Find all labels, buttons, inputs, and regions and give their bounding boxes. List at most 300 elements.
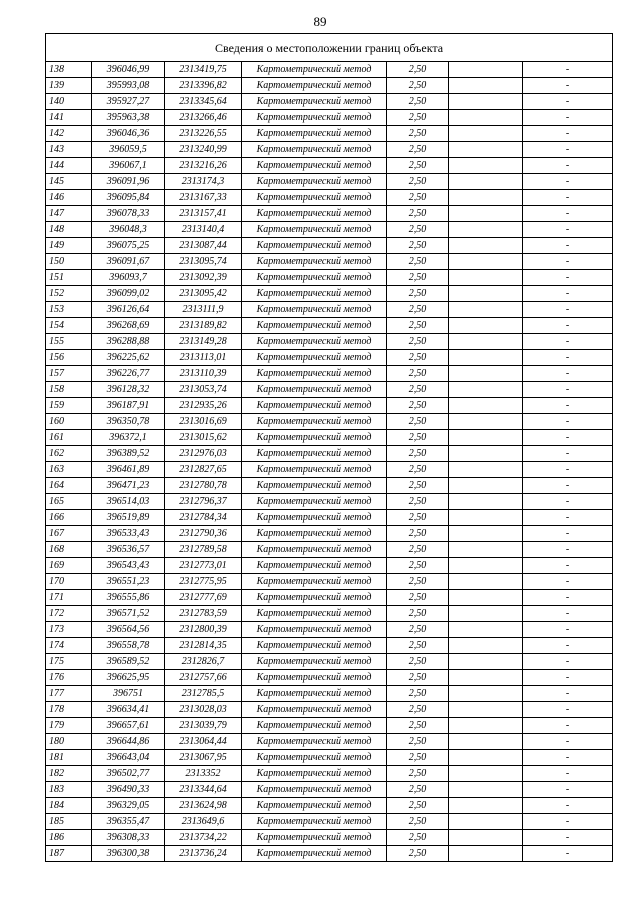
method-cell: Картометрический метод	[242, 222, 387, 238]
x-coordinate-cell: 396355,47	[92, 814, 165, 830]
point-number-cell: 141	[46, 110, 92, 126]
empty-cell	[449, 542, 523, 558]
method-cell: Картометрический метод	[242, 318, 387, 334]
table-row	[46, 510, 613, 526]
x-coordinate-cell: 396490,33	[92, 782, 165, 798]
note-cell: -	[523, 606, 613, 622]
point-number-cell: 167	[46, 526, 92, 542]
table-row	[46, 398, 613, 414]
empty-cell	[449, 302, 523, 318]
point-number-cell: 170	[46, 574, 92, 590]
empty-cell	[449, 318, 523, 334]
method-cell: Картометрический метод	[242, 590, 387, 606]
empty-cell	[449, 558, 523, 574]
x-coordinate-cell: 396226,77	[92, 366, 165, 382]
y-coordinate-cell: 2312935,26	[165, 398, 242, 414]
point-number-cell: 186	[46, 830, 92, 846]
empty-cell	[449, 846, 523, 862]
table-row	[46, 622, 613, 638]
table-row	[46, 766, 613, 782]
accuracy-cell: 2,50	[387, 478, 449, 494]
point-number-cell: 160	[46, 414, 92, 430]
y-coordinate-cell: 2313649,6	[165, 814, 242, 830]
point-number-cell: 143	[46, 142, 92, 158]
y-coordinate-cell: 2312789,58	[165, 542, 242, 558]
empty-cell	[449, 590, 523, 606]
note-cell: -	[523, 270, 613, 286]
accuracy-cell: 2,50	[387, 414, 449, 430]
method-cell: Картометрический метод	[242, 622, 387, 638]
x-coordinate-cell: 396059,5	[92, 142, 165, 158]
method-cell: Картометрический метод	[242, 510, 387, 526]
method-cell: Картометрический метод	[242, 62, 387, 78]
method-cell: Картометрический метод	[242, 126, 387, 142]
empty-cell	[449, 254, 523, 270]
empty-cell	[449, 638, 523, 654]
point-number-cell: 155	[46, 334, 92, 350]
x-coordinate-cell: 396644,86	[92, 734, 165, 750]
y-coordinate-cell: 2312784,34	[165, 510, 242, 526]
accuracy-cell: 2,50	[387, 206, 449, 222]
accuracy-cell: 2,50	[387, 78, 449, 94]
note-cell: -	[523, 542, 613, 558]
note-cell: -	[523, 254, 613, 270]
y-coordinate-cell: 2312826,7	[165, 654, 242, 670]
point-number-cell: 161	[46, 430, 92, 446]
point-number-cell: 172	[46, 606, 92, 622]
x-coordinate-cell: 396555,86	[92, 590, 165, 606]
accuracy-cell: 2,50	[387, 382, 449, 398]
accuracy-cell: 2,50	[387, 766, 449, 782]
x-coordinate-cell: 396625,95	[92, 670, 165, 686]
x-coordinate-cell: 396657,61	[92, 718, 165, 734]
y-coordinate-cell: 2313344,64	[165, 782, 242, 798]
note-cell: -	[523, 558, 613, 574]
table-row	[46, 734, 613, 750]
point-number-cell: 149	[46, 238, 92, 254]
y-coordinate-cell: 2313167,33	[165, 190, 242, 206]
empty-cell	[449, 830, 523, 846]
method-cell: Картометрический метод	[242, 702, 387, 718]
method-cell: Картометрический метод	[242, 430, 387, 446]
empty-cell	[449, 798, 523, 814]
table-row	[46, 702, 613, 718]
accuracy-cell: 2,50	[387, 670, 449, 686]
empty-cell	[449, 782, 523, 798]
x-coordinate-cell: 396046,36	[92, 126, 165, 142]
x-coordinate-cell: 396048,3	[92, 222, 165, 238]
table-row	[46, 558, 613, 574]
y-coordinate-cell: 2313140,4	[165, 222, 242, 238]
y-coordinate-cell: 2312783,59	[165, 606, 242, 622]
y-coordinate-cell: 2313111,9	[165, 302, 242, 318]
method-cell: Картометрический метод	[242, 462, 387, 478]
method-cell: Картометрический метод	[242, 94, 387, 110]
note-cell: -	[523, 366, 613, 382]
method-cell: Картометрический метод	[242, 718, 387, 734]
table-row	[46, 414, 613, 430]
empty-cell	[449, 190, 523, 206]
y-coordinate-cell: 2313015,62	[165, 430, 242, 446]
empty-cell	[449, 382, 523, 398]
x-coordinate-cell: 396634,41	[92, 702, 165, 718]
x-coordinate-cell: 396389,52	[92, 446, 165, 462]
point-number-cell: 150	[46, 254, 92, 270]
y-coordinate-cell: 2313092,39	[165, 270, 242, 286]
note-cell: -	[523, 654, 613, 670]
y-coordinate-cell: 2312775,95	[165, 574, 242, 590]
table-row	[46, 798, 613, 814]
method-cell: Картометрический метод	[242, 158, 387, 174]
empty-cell	[449, 670, 523, 686]
empty-cell	[449, 814, 523, 830]
x-coordinate-cell: 396543,43	[92, 558, 165, 574]
method-cell: Картометрический метод	[242, 174, 387, 190]
point-number-cell: 177	[46, 686, 92, 702]
point-number-cell: 162	[46, 446, 92, 462]
accuracy-cell: 2,50	[387, 430, 449, 446]
empty-cell	[449, 494, 523, 510]
note-cell: -	[523, 318, 613, 334]
accuracy-cell: 2,50	[387, 270, 449, 286]
method-cell: Картометрический метод	[242, 398, 387, 414]
note-cell: -	[523, 622, 613, 638]
table-row	[46, 334, 613, 350]
accuracy-cell: 2,50	[387, 190, 449, 206]
method-cell: Картометрический метод	[242, 190, 387, 206]
y-coordinate-cell: 2313174,3	[165, 174, 242, 190]
x-coordinate-cell: 396046,99	[92, 62, 165, 78]
note-cell: -	[523, 510, 613, 526]
accuracy-cell: 2,50	[387, 798, 449, 814]
method-cell: Картометрический метод	[242, 110, 387, 126]
empty-cell	[449, 286, 523, 302]
accuracy-cell: 2,50	[387, 814, 449, 830]
note-cell: -	[523, 574, 613, 590]
point-number-cell: 166	[46, 510, 92, 526]
x-coordinate-cell: 396067,1	[92, 158, 165, 174]
note-cell: -	[523, 670, 613, 686]
method-cell: Картометрический метод	[242, 142, 387, 158]
table-row	[46, 478, 613, 494]
table-row	[46, 110, 613, 126]
empty-cell	[449, 526, 523, 542]
method-cell: Картометрический метод	[242, 334, 387, 350]
y-coordinate-cell: 2313352	[165, 766, 242, 782]
note-cell: -	[523, 62, 613, 78]
x-coordinate-cell: 396095,84	[92, 190, 165, 206]
note-cell: -	[523, 846, 613, 862]
point-number-cell: 142	[46, 126, 92, 142]
table-row	[46, 350, 613, 366]
point-number-cell: 148	[46, 222, 92, 238]
point-number-cell: 151	[46, 270, 92, 286]
table-row	[46, 430, 613, 446]
note-cell: -	[523, 302, 613, 318]
table-row	[46, 286, 613, 302]
note-cell: -	[523, 462, 613, 478]
y-coordinate-cell: 2313039,79	[165, 718, 242, 734]
table-row	[46, 782, 613, 798]
x-coordinate-cell: 396589,52	[92, 654, 165, 670]
x-coordinate-cell: 396558,78	[92, 638, 165, 654]
empty-cell	[449, 222, 523, 238]
table-row	[46, 814, 613, 830]
point-number-cell: 187	[46, 846, 92, 862]
x-coordinate-cell: 395993,08	[92, 78, 165, 94]
accuracy-cell: 2,50	[387, 62, 449, 78]
accuracy-cell: 2,50	[387, 830, 449, 846]
y-coordinate-cell: 2313345,64	[165, 94, 242, 110]
method-cell: Картометрический метод	[242, 638, 387, 654]
note-cell: -	[523, 350, 613, 366]
x-coordinate-cell: 396551,23	[92, 574, 165, 590]
table-row	[46, 750, 613, 766]
note-cell: -	[523, 142, 613, 158]
method-cell: Картометрический метод	[242, 830, 387, 846]
note-cell: -	[523, 702, 613, 718]
y-coordinate-cell: 2313149,28	[165, 334, 242, 350]
table-row	[46, 670, 613, 686]
table-row	[46, 846, 613, 862]
empty-cell	[449, 462, 523, 478]
note-cell: -	[523, 430, 613, 446]
method-cell: Картометрический метод	[242, 654, 387, 670]
accuracy-cell: 2,50	[387, 606, 449, 622]
point-number-cell: 146	[46, 190, 92, 206]
y-coordinate-cell: 2313226,55	[165, 126, 242, 142]
y-coordinate-cell: 2312777,69	[165, 590, 242, 606]
y-coordinate-cell: 2313113,01	[165, 350, 242, 366]
point-number-cell: 153	[46, 302, 92, 318]
method-cell: Картометрический метод	[242, 558, 387, 574]
y-coordinate-cell: 2313419,75	[165, 62, 242, 78]
empty-cell	[449, 126, 523, 142]
empty-cell	[449, 766, 523, 782]
method-cell: Картометрический метод	[242, 782, 387, 798]
method-cell: Картометрический метод	[242, 686, 387, 702]
x-coordinate-cell: 396536,57	[92, 542, 165, 558]
empty-cell	[449, 62, 523, 78]
x-coordinate-cell: 396091,67	[92, 254, 165, 270]
y-coordinate-cell: 2312976,03	[165, 446, 242, 462]
y-coordinate-cell: 2313266,46	[165, 110, 242, 126]
accuracy-cell: 2,50	[387, 462, 449, 478]
accuracy-cell: 2,50	[387, 622, 449, 638]
x-coordinate-cell: 395963,38	[92, 110, 165, 126]
accuracy-cell: 2,50	[387, 574, 449, 590]
accuracy-cell: 2,50	[387, 318, 449, 334]
accuracy-cell: 2,50	[387, 686, 449, 702]
y-coordinate-cell: 2313216,26	[165, 158, 242, 174]
empty-cell	[449, 750, 523, 766]
note-cell: -	[523, 686, 613, 702]
x-coordinate-cell: 396643,04	[92, 750, 165, 766]
point-number-cell: 139	[46, 78, 92, 94]
empty-cell	[449, 366, 523, 382]
note-cell: -	[523, 494, 613, 510]
x-coordinate-cell: 396187,91	[92, 398, 165, 414]
accuracy-cell: 2,50	[387, 254, 449, 270]
page-number: 89	[313, 14, 327, 29]
empty-cell	[449, 94, 523, 110]
method-cell: Картометрический метод	[242, 846, 387, 862]
accuracy-cell: 2,50	[387, 638, 449, 654]
empty-cell	[449, 718, 523, 734]
empty-cell	[449, 350, 523, 366]
y-coordinate-cell: 2313189,82	[165, 318, 242, 334]
point-number-cell: 163	[46, 462, 92, 478]
note-cell: -	[523, 798, 613, 814]
point-number-cell: 183	[46, 782, 92, 798]
empty-cell	[449, 78, 523, 94]
accuracy-cell: 2,50	[387, 366, 449, 382]
table-row	[46, 94, 613, 110]
empty-cell	[449, 414, 523, 430]
accuracy-cell: 2,50	[387, 718, 449, 734]
method-cell: Картометрический метод	[242, 350, 387, 366]
table-row	[46, 590, 613, 606]
accuracy-cell: 2,50	[387, 94, 449, 110]
point-number-cell: 169	[46, 558, 92, 574]
y-coordinate-cell: 2313053,74	[165, 382, 242, 398]
table-row	[46, 654, 613, 670]
accuracy-cell: 2,50	[387, 590, 449, 606]
y-coordinate-cell: 2312814,35	[165, 638, 242, 654]
table-row	[46, 238, 613, 254]
method-cell: Картометрический метод	[242, 734, 387, 750]
x-coordinate-cell: 396075,25	[92, 238, 165, 254]
method-cell: Картометрический метод	[242, 526, 387, 542]
x-coordinate-cell: 396308,33	[92, 830, 165, 846]
note-cell: -	[523, 398, 613, 414]
y-coordinate-cell: 2312800,39	[165, 622, 242, 638]
table-row	[46, 526, 613, 542]
note-cell: -	[523, 78, 613, 94]
point-number-cell: 171	[46, 590, 92, 606]
note-cell: -	[523, 478, 613, 494]
y-coordinate-cell: 2313064,44	[165, 734, 242, 750]
x-coordinate-cell: 396078,33	[92, 206, 165, 222]
note-cell: -	[523, 174, 613, 190]
note-cell: -	[523, 382, 613, 398]
table-row	[46, 222, 613, 238]
x-coordinate-cell: 396126,64	[92, 302, 165, 318]
method-cell: Картометрический метод	[242, 606, 387, 622]
table-row	[46, 254, 613, 270]
method-cell: Картометрический метод	[242, 366, 387, 382]
note-cell: -	[523, 830, 613, 846]
table-row	[46, 830, 613, 846]
note-cell: -	[523, 238, 613, 254]
empty-cell	[449, 206, 523, 222]
note-cell: -	[523, 814, 613, 830]
x-coordinate-cell: 396288,88	[92, 334, 165, 350]
empty-cell	[449, 334, 523, 350]
point-number-cell: 156	[46, 350, 92, 366]
x-coordinate-cell: 396519,89	[92, 510, 165, 526]
x-coordinate-cell: 396300,38	[92, 846, 165, 862]
method-cell: Картометрический метод	[242, 670, 387, 686]
accuracy-cell: 2,50	[387, 494, 449, 510]
x-coordinate-cell: 396091,96	[92, 174, 165, 190]
accuracy-cell: 2,50	[387, 510, 449, 526]
x-coordinate-cell: 395927,27	[92, 94, 165, 110]
point-number-cell: 175	[46, 654, 92, 670]
point-number-cell: 174	[46, 638, 92, 654]
point-number-cell: 152	[46, 286, 92, 302]
method-cell: Картометрический метод	[242, 446, 387, 462]
method-cell: Картометрический метод	[242, 766, 387, 782]
note-cell: -	[523, 190, 613, 206]
table-row	[46, 382, 613, 398]
x-coordinate-cell: 396128,32	[92, 382, 165, 398]
table-row	[46, 446, 613, 462]
accuracy-cell: 2,50	[387, 782, 449, 798]
method-cell: Картометрический метод	[242, 750, 387, 766]
accuracy-cell: 2,50	[387, 526, 449, 542]
y-coordinate-cell: 2312827,65	[165, 462, 242, 478]
note-cell: -	[523, 734, 613, 750]
point-number-cell: 185	[46, 814, 92, 830]
empty-cell	[449, 142, 523, 158]
method-cell: Картометрический метод	[242, 238, 387, 254]
x-coordinate-cell: 396461,89	[92, 462, 165, 478]
y-coordinate-cell: 2312773,01	[165, 558, 242, 574]
x-coordinate-cell: 396350,78	[92, 414, 165, 430]
boundary-table	[45, 33, 613, 862]
empty-cell	[449, 430, 523, 446]
empty-cell	[449, 446, 523, 462]
method-cell: Картометрический метод	[242, 286, 387, 302]
method-cell: Картометрический метод	[242, 414, 387, 430]
x-coordinate-cell: 396571,52	[92, 606, 165, 622]
y-coordinate-cell: 2312790,36	[165, 526, 242, 542]
table-row	[46, 206, 613, 222]
accuracy-cell: 2,50	[387, 350, 449, 366]
accuracy-cell: 2,50	[387, 110, 449, 126]
accuracy-cell: 2,50	[387, 702, 449, 718]
note-cell: -	[523, 206, 613, 222]
x-coordinate-cell: 396533,43	[92, 526, 165, 542]
table-row	[46, 126, 613, 142]
x-coordinate-cell: 396099,02	[92, 286, 165, 302]
note-cell: -	[523, 526, 613, 542]
table-row	[46, 158, 613, 174]
table-row	[46, 542, 613, 558]
accuracy-cell: 2,50	[387, 542, 449, 558]
y-coordinate-cell: 2313624,98	[165, 798, 242, 814]
note-cell: -	[523, 590, 613, 606]
y-coordinate-cell: 2313028,03	[165, 702, 242, 718]
y-coordinate-cell: 2313095,42	[165, 286, 242, 302]
method-cell: Картометрический метод	[242, 302, 387, 318]
table-row	[46, 686, 613, 702]
accuracy-cell: 2,50	[387, 654, 449, 670]
accuracy-cell: 2,50	[387, 174, 449, 190]
table-row	[46, 62, 613, 78]
x-coordinate-cell: 396751	[92, 686, 165, 702]
table-row	[46, 638, 613, 654]
table-row	[46, 142, 613, 158]
note-cell: -	[523, 782, 613, 798]
table-row	[46, 574, 613, 590]
y-coordinate-cell: 2313016,69	[165, 414, 242, 430]
x-coordinate-cell: 396268,69	[92, 318, 165, 334]
empty-cell	[449, 622, 523, 638]
point-number-cell: 184	[46, 798, 92, 814]
method-cell: Картометрический метод	[242, 574, 387, 590]
